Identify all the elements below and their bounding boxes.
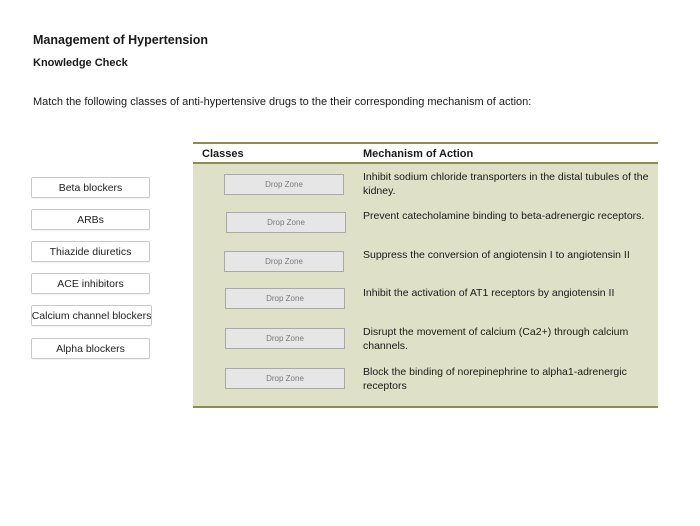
drag-tile-beta-blockers[interactable]: Beta blockers — [31, 177, 150, 198]
drop-zone[interactable]: Drop Zone — [226, 212, 346, 233]
drag-tile-alpha-blockers[interactable]: Alpha blockers — [31, 338, 150, 359]
drag-tile-arbs[interactable]: ARBs — [31, 209, 150, 230]
page-subtitle: Knowledge Check — [33, 57, 128, 69]
drag-tile-thiazide-diuretics[interactable]: Thiazide diuretics — [31, 241, 150, 262]
drag-tile-ace-inhibitors[interactable]: ACE inhibitors — [31, 273, 150, 294]
drop-zone[interactable]: Drop Zone — [225, 368, 345, 389]
instructions-text: Match the following classes of anti-hypertensive drugs to the their corresponding mechanism of action: — [33, 96, 532, 108]
drop-zone[interactable]: Drop Zone — [224, 174, 344, 195]
mechanism-column-header: Mechanism of Action — [363, 148, 474, 160]
mechanism-text: Inhibit sodium chloride transporters in the distal tubules of the kidney. — [363, 171, 649, 197]
classes-column-header: Classes — [202, 148, 244, 160]
mechanism-text: Suppress the conversion of angiotensin I to angiotensin II — [363, 249, 630, 261]
matching-table — [193, 142, 658, 408]
page-title: Management of Hypertension — [33, 33, 209, 47]
table-body — [193, 164, 658, 408]
drop-zone[interactable]: Drop Zone — [225, 328, 345, 349]
mechanism-text: Disrupt the movement of calcium (Ca2+) through calcium channels. — [363, 326, 629, 352]
mechanism-text: Inhibit the activation of AT1 receptors by angiotensin II — [363, 287, 615, 299]
table-header — [193, 142, 658, 164]
drag-tile-calcium-channel-blockers[interactable]: Calcium channel blockers — [31, 305, 152, 326]
mechanism-text: Block the binding of norepinephrine to alpha1-adrenergic receptors — [363, 366, 627, 392]
drop-zone[interactable]: Drop Zone — [225, 288, 345, 309]
drop-zone[interactable]: Drop Zone — [224, 251, 344, 272]
mechanism-text: Prevent catecholamine binding to beta-adrenergic receptors. — [363, 210, 645, 222]
